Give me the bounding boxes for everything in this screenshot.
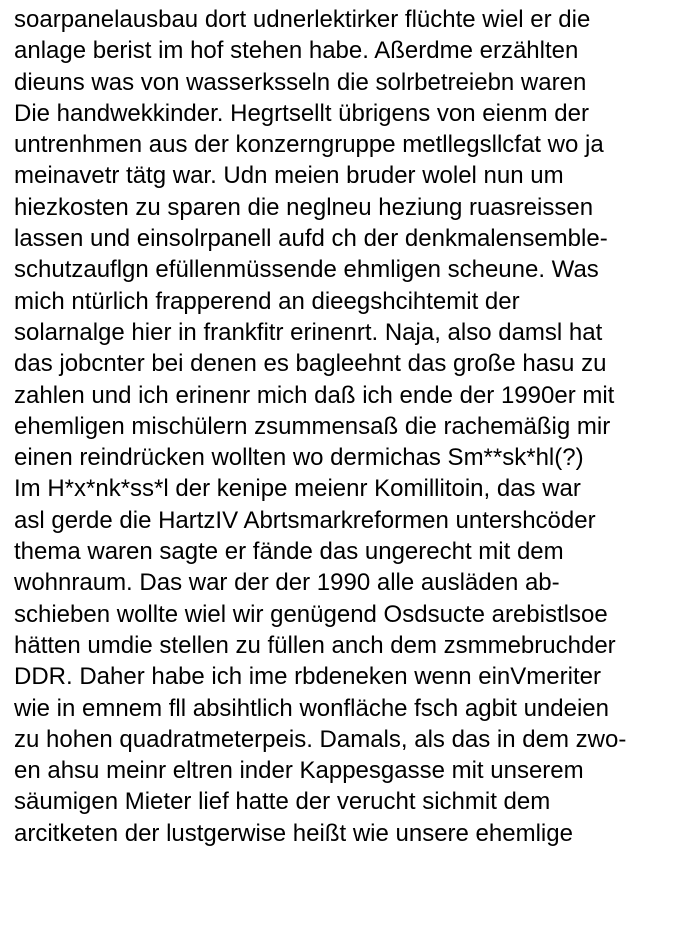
- text-line: mich ntürlich frapperend an dieegshcihtemit der: [14, 287, 520, 315]
- text-line: ehemligen mischülern zsummensaß die rachemäßig mir: [14, 412, 611, 440]
- text-line: solarnalge hier in frankfitr erinenrt. Naja, also damsl hat: [14, 318, 603, 346]
- text-line: lassen und einsolrpanell aufd ch der denkmalensemble-: [14, 225, 608, 253]
- text-line: anlage berist im hof stehen habe. Aßerdme erzählten: [14, 37, 579, 65]
- text-line: asl gerde die HartzIV Abrtsmarkreformen untershcöder: [14, 506, 596, 534]
- text-line: en ahsu meinr eltren inder Kappesgasse mit unserem: [14, 757, 584, 785]
- text-line: einen reindrücken wollten wo dermichas Sm**sk*hl(?): [14, 444, 584, 472]
- text-line: dieuns was von wasserksseln die solrbetreiebn waren: [14, 68, 587, 96]
- text-line: schutzauflgn efüllenmüssende ehmligen scheune. Was: [14, 256, 599, 284]
- text-line: thema waren sagte er fände das ungerecht mit dem: [14, 538, 564, 566]
- text-line: das jobcnter bei denen es bagleehnt das große hasu zu: [14, 350, 607, 378]
- body-text: [14, 4, 680, 849]
- text-line: arcitketen der lustgerwise heißt wie unsere ehemlige: [14, 819, 573, 847]
- text-line: soarpanelausbau dort udnerlektirker flüchte wiel er die: [14, 6, 591, 33]
- text-line: Die handwekkinder. Hegrtsellt übrigens von eienm der: [14, 99, 589, 127]
- text-line: Im H*x*nk*ss*l der kenipe meienr Komillitoin, das war: [14, 475, 581, 503]
- text-line: säumigen Mieter lief hatte der verucht sichmit dem: [14, 788, 551, 816]
- text-line: wohnraum. Das war der der 1990 alle ausläden ab-: [14, 569, 560, 597]
- text-line: DDR. Daher habe ich ime rbdeneken wenn einVmeriter: [14, 663, 601, 691]
- text-line: wie in emnem fll absihtlich wonfläche fsch agbit undeien: [14, 694, 609, 722]
- text-line: zu hohen quadratmeterpeis. Damals, als das in dem zwo-: [14, 725, 627, 753]
- text-line: schieben wollte wiel wir genügend Osdsucte arebistlsoe: [14, 600, 608, 628]
- text-line: untrenhmen aus der konzerngruppe metllegsllcfat wo ja: [14, 131, 604, 159]
- text-line: hätten umdie stellen zu füllen anch dem zsmmebruchder: [14, 631, 616, 659]
- text-line: hiezkosten zu sparen die neglneu heziung ruasreissen: [14, 193, 594, 221]
- text-line: zahlen und ich erinenr mich daß ich ende der 1990er mit: [14, 381, 615, 409]
- text-line: meinavetr tätg war. Udn meien bruder wolel nun um: [14, 162, 564, 190]
